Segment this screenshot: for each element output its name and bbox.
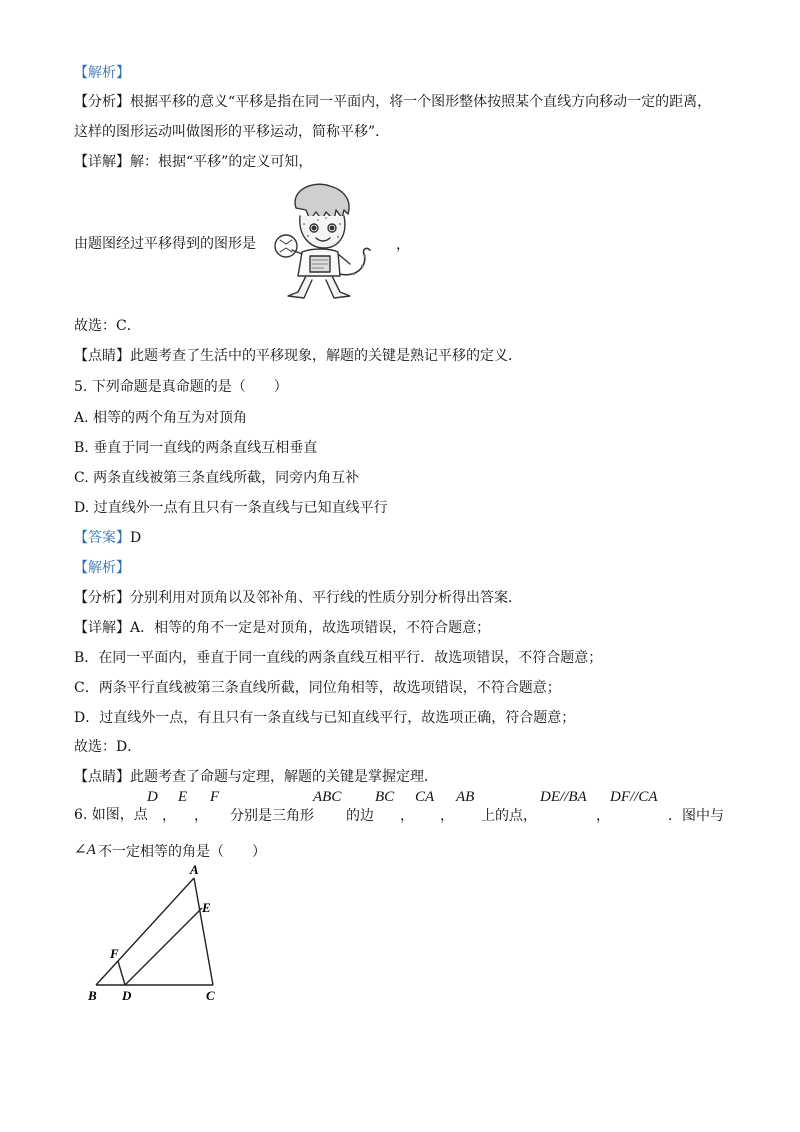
label-d: D (122, 988, 132, 1003)
label-c: C (206, 988, 215, 1003)
de-parallel-ba: DE//BA (540, 789, 587, 805)
detail-label: 【详解】 (74, 154, 130, 170)
q5-choice: 故选：D． (74, 739, 142, 755)
q5-option-b: B. 垂直于同一直线的两条直线互相垂直 (74, 440, 318, 456)
q5-stem: 5. 下列命题是真命题的是（ ） (74, 379, 288, 395)
answer-label: 【答案】 (74, 530, 130, 546)
q5-option-a: A. 相等的两个角互为对顶角 (74, 410, 248, 426)
q5-option-d: D. 过直线外一点有且只有一条直线与已知直线平行 (74, 500, 388, 516)
angle-a: ∠A (74, 842, 96, 858)
df-parallel-ca: DF//CA (610, 789, 658, 805)
q6-mid2: 的边 (346, 808, 374, 824)
q4-analysis (74, 92, 711, 112)
q6-mid3: 上的点， (481, 808, 537, 824)
q5-analysis-tag: 【解析】 (74, 560, 130, 576)
q4-choice: 故选：C． (74, 318, 141, 334)
label-e: E (202, 900, 211, 915)
q4-detail (74, 152, 312, 172)
segment-de (125, 908, 202, 985)
q6-prefix: 6. 如图，点 (74, 807, 148, 823)
side-ac-line (194, 878, 213, 985)
comment-label: 【点睛】 (74, 769, 130, 785)
comment-label: 【点睛】 (74, 348, 130, 364)
point-e: E (178, 789, 188, 805)
side-bc: BC (375, 789, 395, 805)
analysis-label: 【分析】 (74, 590, 130, 606)
q6-mid1: 分别是三角形 (230, 808, 314, 824)
side-ab: AB (456, 789, 475, 805)
q5-detail-d: D．过直线外一点，有且只有一条直线与已知直线平行，故选项正确，符合题意； (74, 710, 576, 726)
q5-analysis (74, 588, 522, 608)
comment-text: 此题考查了命题与定理，解题的关键是掌握定理． (130, 769, 438, 785)
cartoon-mascot-image (268, 180, 378, 302)
analysis-label: 【分析】 (74, 94, 130, 110)
analysis-tag: 【解析】 (74, 65, 130, 81)
answer-value: D (130, 530, 142, 546)
q5-answer (74, 528, 141, 548)
q6-tail: ．图中与 (668, 808, 724, 824)
detail-text: 解：根据“平移”的定义可知， (130, 154, 313, 170)
q5-comment (74, 767, 438, 787)
q4-figure-line (74, 234, 256, 254)
q6-line2: 不一定相等的角是（ ） (98, 844, 266, 860)
q5-option-c: C. 两条直线被第三条直线所截，同旁内角互补 (74, 470, 360, 486)
q5-detail-b: B．在同一平面内，垂直于同一直线的两条直线互相平行．故选项错误，不符合题意； (74, 650, 603, 666)
figure-prefix: 由题图经过平移得到的图形是 (74, 236, 256, 252)
triangle-figure (80, 862, 230, 1007)
comma: ， (596, 808, 610, 824)
label-a: A (190, 862, 199, 877)
label-f: F (110, 946, 119, 961)
point-d: D (147, 789, 158, 805)
q5-detail-a (74, 618, 490, 638)
detail-line: A．相等的角不一定是对顶角，故选项错误，不符合题意； (130, 620, 491, 636)
analysis-text: 根据平移的意义“平移是指在同一平面内，将一个图形整体按照某个直线方向移动一定的距离， (130, 94, 712, 110)
segment-df (118, 961, 125, 985)
comma: ， (400, 808, 414, 824)
comma: ， (162, 808, 176, 824)
figure-suffix: ， (396, 237, 410, 253)
q4-comment (74, 346, 522, 366)
comma: ， (440, 808, 454, 824)
q4-analysis-cont: 这样的图形运动叫做图形的平移运动，简称平移”． (74, 124, 390, 140)
q5-detail-c: C．两条平行直线被第三条直线所截，同位角相等，故选项错误，不符合题意； (74, 680, 561, 696)
comma: ， (194, 808, 208, 824)
side-ca: CA (415, 789, 435, 805)
comment-text: 此题考查了生活中的平移现象，解题的关键是熟记平移的定义． (130, 348, 522, 364)
label-b: B (88, 988, 97, 1003)
analysis-text: 分别利用对顶角以及邻补角、平行线的性质分别分析得出答案． (130, 590, 522, 606)
triangle-abc: ABC (313, 789, 342, 805)
detail-label: 【详解】 (74, 620, 130, 636)
point-f: F (210, 789, 220, 805)
